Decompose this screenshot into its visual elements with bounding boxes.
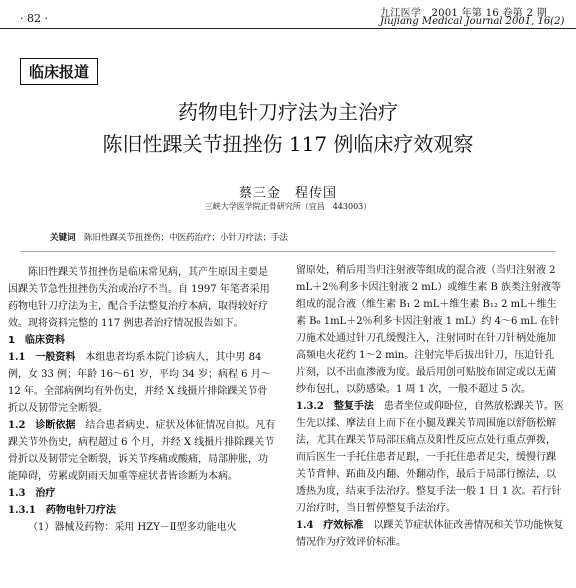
header-rule: [0, 28, 576, 29]
paragraph-manipulation: [296, 398, 564, 517]
section-label: 临床报道: [20, 58, 98, 85]
article-title-line2: 陈旧性踝关节扭挫伤 117 例临床疗效观察: [102, 132, 474, 156]
paragraph-diagnosis: [8, 417, 276, 485]
paragraph-general-data: [8, 349, 276, 417]
journal-title-en: Jiujiang Medical Journal 2001, 16(2): [380, 16, 565, 27]
journal-title-cn: 九江医学 2001 年第 16 卷第 2 期: [380, 8, 548, 19]
article-title-line1: 药物电针刀疗法为主治疗: [178, 100, 398, 124]
heading-1-4: 1.4 疗效标准: [296, 520, 364, 531]
text-1-3-2: 患者坐位或仰卧位，自然放松踝关节。医生先以揉、摩法自上而下在小腿及踝关节周围施以舒筋松解法，尤其在踝关节局部压痛点及阳性反应点处行重点弹拨，而后医生一手托住患者足跟，一手托住患者足尖，缓慢行踝关节背伸、跖曲及内翻、外翻动作，最后于局部行擦法，以透热为度，结束手法治疗。整复手法一般 1 日 1 次。若行针刀治疗时，当日暂停整复手法治疗。: [296, 401, 564, 514]
intro-paragraph: 陈旧性踝关节扭挫伤是临床常见病，其产生原因主要是因踝关节急性扭挫伤失治或治疗不当。自 1997 年笔者采用药物电针刀疗法为主，配合手法整复治疗本病，取得较好疗效。现将资料完整的 117 例患者治疗情况报告如下。: [8, 267, 270, 329]
paragraph-criteria: [296, 517, 564, 551]
affiliation: 三峡大学医学院正骨研究所（宜昌 443003）: [204, 202, 372, 211]
paragraph-injection: 留原处，稍后用当归注射液等组成的混合液（当归注射液 2 mL＋2％利多卡因注射液 2 mL）或维生素 B 族类注射液等组成的混合液（维生素 B₁ 2 mL＋维生素 B₁₂ 2 mL＋维生素 B₆ 1mL＋2％利多卡因注射液 1 mL）约 4～6 mL 在针刀施术处通过针刀孔缓慢注入，注射同时在针刀针柄处施加高频电火花约 1～2 min。注射完毕后拔出针刀，压迫针孔片刻，以不出血渗液为度。最后用创可贴胶布固定或以无菌纱布包扎，以防感染。1 周 1 次，一般不超过 5 次。: [296, 265, 562, 395]
text-1-2: 结合患者病史、症状及体征情况自拟。凡有踝关节外伤史，病程超过 6 个月，并经 X 线摄片排除踝关节骨折以及韧带完全断裂，诉关节疼痛或酸痛，局部肿胀，功能障碍，劳累或阴雨天加重等症状者皆诊断为本病。: [8, 420, 276, 482]
heading-1-3: 1.3 治疗: [8, 488, 56, 499]
text-1-1: 本组患者均系本院门诊病人，其中男 84 例，女 33 例；年龄 16～61 岁，平均 34 岁；病程 6 月～12 年。全部病例均有外伤史，并经 X 线摄片排除踝关节骨折以及韧带完全断裂。: [8, 352, 271, 414]
keywords: [50, 231, 288, 243]
left-column: [8, 264, 276, 536]
keywords-rule: [20, 251, 556, 252]
heading-1-3-2: 1.3.2 整复手法: [296, 401, 374, 412]
keywords-text: 陈旧性踝关节扭挫伤；中医药治疗；小针刀疗法；手法: [84, 233, 289, 243]
text-1-3-1: （1）器械及药物：采用 HZY－Ⅱ型多功能电火: [28, 522, 237, 533]
heading-clinical-data: 1 临床资料: [8, 335, 65, 346]
heading-1-2: 1.2 诊断依据: [8, 420, 76, 431]
heading-1-1: 1.1 一般资料: [8, 352, 76, 363]
text-1-4: 以踝关节症状体征改善情况和关节功能恢复情况作为疗效评价标准。: [296, 520, 564, 548]
keywords-label: 关键词: [50, 233, 76, 243]
heading-1-3-1: 1.3.1 药物电针刀疗法: [8, 505, 116, 516]
page-number: · 82 ·: [20, 12, 48, 25]
authors: 蔡三金 程传国: [238, 186, 337, 201]
right-column: [296, 262, 564, 551]
